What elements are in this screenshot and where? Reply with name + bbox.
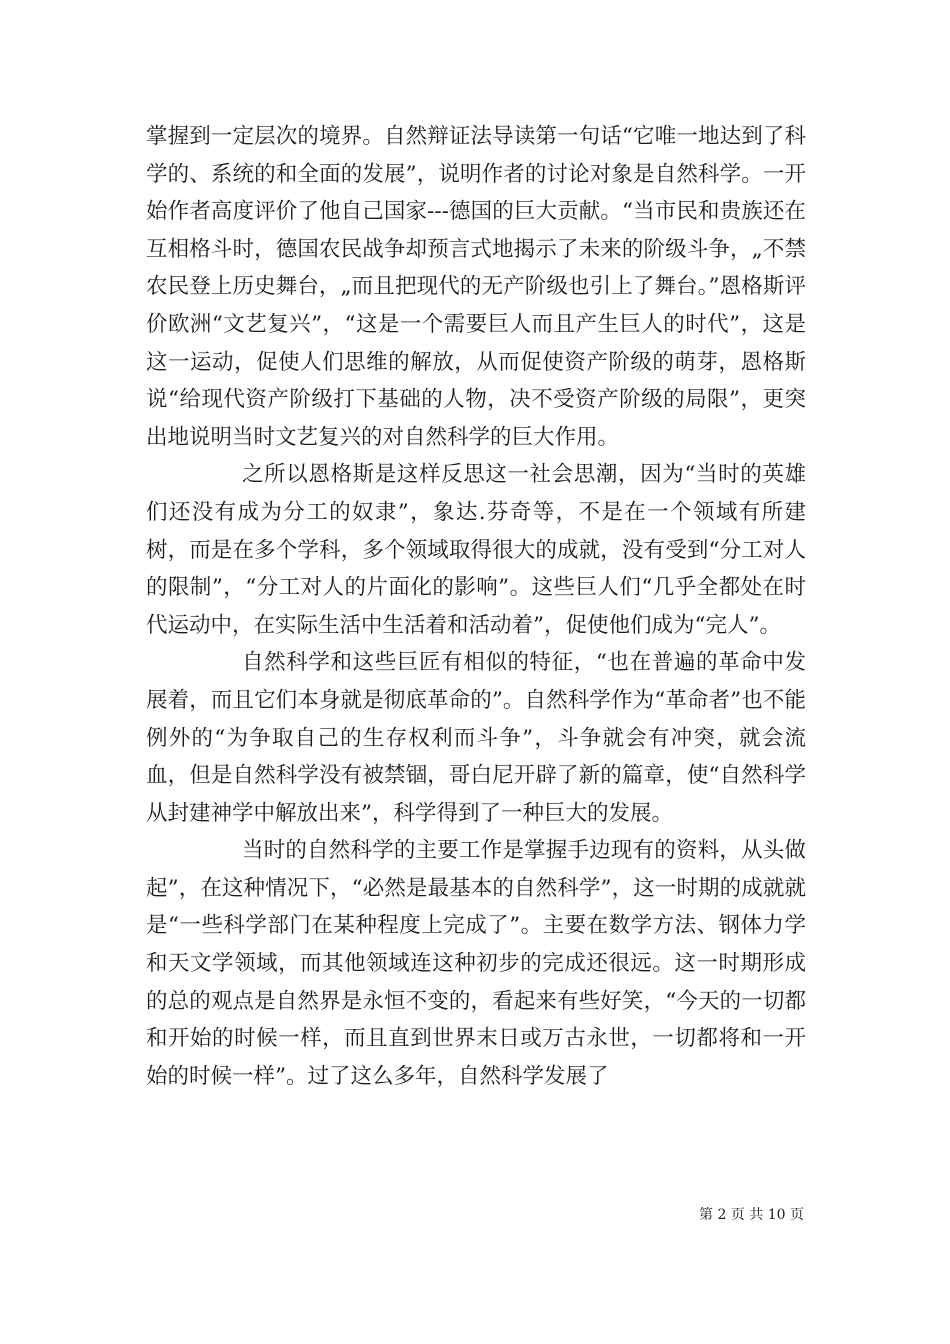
paragraph-2: 之所以恩格斯是这样反思这一社会思潮，因为“当时的英雄们还没有成为分工的奴隶”，象达.芬奇等，不是在一个领域有所建树，而是在多个学科，多个领域取得很大的成就，没有受到“分工对人的限制”，“分工对人的片面化的影响”。这些巨人们“几乎全都处在时代运动中，在实际生活中生活着和活动着”，促使他们成为“完人”。	[146, 462, 806, 638]
paragraph-3: 自然科学和这些巨匠有相似的特征，“也在普遍的革命中发展着，而且它们本身就是彻底革命的”。自然科学作为“革命者”也不能例外的“为争取自己的生存权利而斗争”，斗争就会有冲突，就会流血，但是自然科学没有被禁锢，哥白尼开辟了新的篇章，使“自然科学从封建神学中解放出来”，科学得到了一种巨大的发展。	[146, 650, 806, 826]
paragraph-4: 当时的自然科学的主要工作是掌握手边现有的资料，从头做起”，在这种情况下，“必然是最基本的自然科学”，这一时期的成就就是“一些科学部门在某种程度上完成了”。主要在数学方法、钢体力学和天文学领域，而其他领域连这种初步的完成还很远。这一时期形成的总的观点是自然界是永恒不变的，看起来有些好笑，“今天的一切都和开始的时候一样，而且直到世界末日或万古永世，一切都将和一开始的时候一样”。过了这么多年，自然科学发展了	[146, 838, 806, 1089]
page-number: 第 2 页 共 10 页	[699, 1207, 804, 1223]
paragraph-1: 掌握到一定层次的境界。自然辩证法导读第一句话“它唯一地达到了科学的、系统的和全面的发展”，说明作者的讨论对象是自然科学。一开始作者高度评价了他自己国家---德国的巨大贡献。“当市民和贵族还在互相格斗时，德国农民战争却预言式地揭示了未来的阶级斗争，„不禁农民登上历史舞台，„而且把现代的无产阶级也引上了舞台。”恩格斯评价欧洲“文艺复兴”，“这是一个需要巨人而且产生巨人的时代”，这是这一运动，促使人们思维的解放，从而促使资产阶级的萌芽，恩格斯说“给现代资产阶级打下基础的人物，决不受资产阶级的局限”，更突出地说明当时文艺复兴的对自然科学的巨大作用。	[146, 124, 806, 450]
body-text	[146, 118, 806, 1095]
